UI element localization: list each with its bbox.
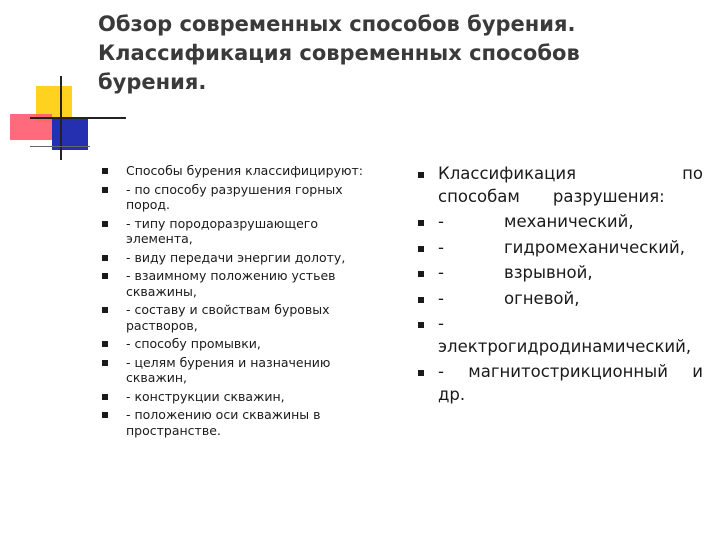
list-item: - типу породоразрушающего элемента, <box>102 216 372 247</box>
left-bullet-list <box>102 163 372 441</box>
bullet-square-icon <box>102 187 108 193</box>
list-item: - целям бурения и назначению скважин, <box>102 355 372 386</box>
list-item: - конструкции скважин, <box>102 389 372 405</box>
bullet-square-icon <box>418 172 424 178</box>
list-item: - виду передачи энергии долоту, <box>102 250 372 266</box>
list-item: - способу промывки, <box>102 336 372 352</box>
list-item-explosive: - взрывной, <box>418 262 703 285</box>
title-line-1: Обзор современных способов бурения. <box>98 12 576 36</box>
bullet-square-icon <box>102 412 108 418</box>
list-item: Способы бурения классифицируют: <box>102 163 372 179</box>
right-bullet-list <box>418 163 703 409</box>
bullet-square-icon <box>418 246 424 252</box>
classification-line: Классификация по <box>438 164 703 183</box>
list-item: - составу и свойствам буровых растворов, <box>102 302 372 333</box>
bullet-square-icon <box>418 220 424 226</box>
bullet-square-icon <box>102 360 108 366</box>
page-title <box>98 10 698 97</box>
logo-horizontal-line-2 <box>30 146 90 147</box>
list-item-fire: - огневой, <box>418 288 703 311</box>
list-item: - по способу разрушения горных пород. <box>102 182 372 213</box>
title-line-2: Классификация современных способов <box>98 41 580 65</box>
bullet-square-icon <box>418 370 424 376</box>
list-item: - положению оси скважины в пространстве. <box>102 407 372 438</box>
list-item-hydromechanical: - гидромеханический, <box>418 237 703 260</box>
bullet-square-icon <box>102 307 108 313</box>
list-item: - взаимному положению устьев скважины, <box>102 268 372 299</box>
bullet-square-icon <box>418 271 424 277</box>
list-item-magnetostrictive: - магнитострикционный и др. <box>418 361 703 406</box>
bullet-square-icon <box>418 322 424 328</box>
list-item-electrohydrodynamic: - электрогидродинамический, <box>418 313 703 358</box>
bullet-square-icon <box>102 341 108 347</box>
bullet-square-icon <box>102 221 108 227</box>
list-item-mechanical: - механический, <box>418 211 703 234</box>
bullet-square-icon <box>102 255 108 261</box>
bullet-square-icon <box>102 394 108 400</box>
magnetostrictive-line: - магнитострикционный и <box>438 362 703 381</box>
classification-line-2: способам разрушения: <box>438 186 665 206</box>
title-line-3: бурения. <box>98 70 207 94</box>
bullet-square-icon <box>102 168 108 174</box>
logo-horizontal-line <box>30 117 126 119</box>
bullet-square-icon <box>102 273 108 279</box>
list-item-classification <box>418 163 703 208</box>
bullet-square-icon <box>418 297 424 303</box>
